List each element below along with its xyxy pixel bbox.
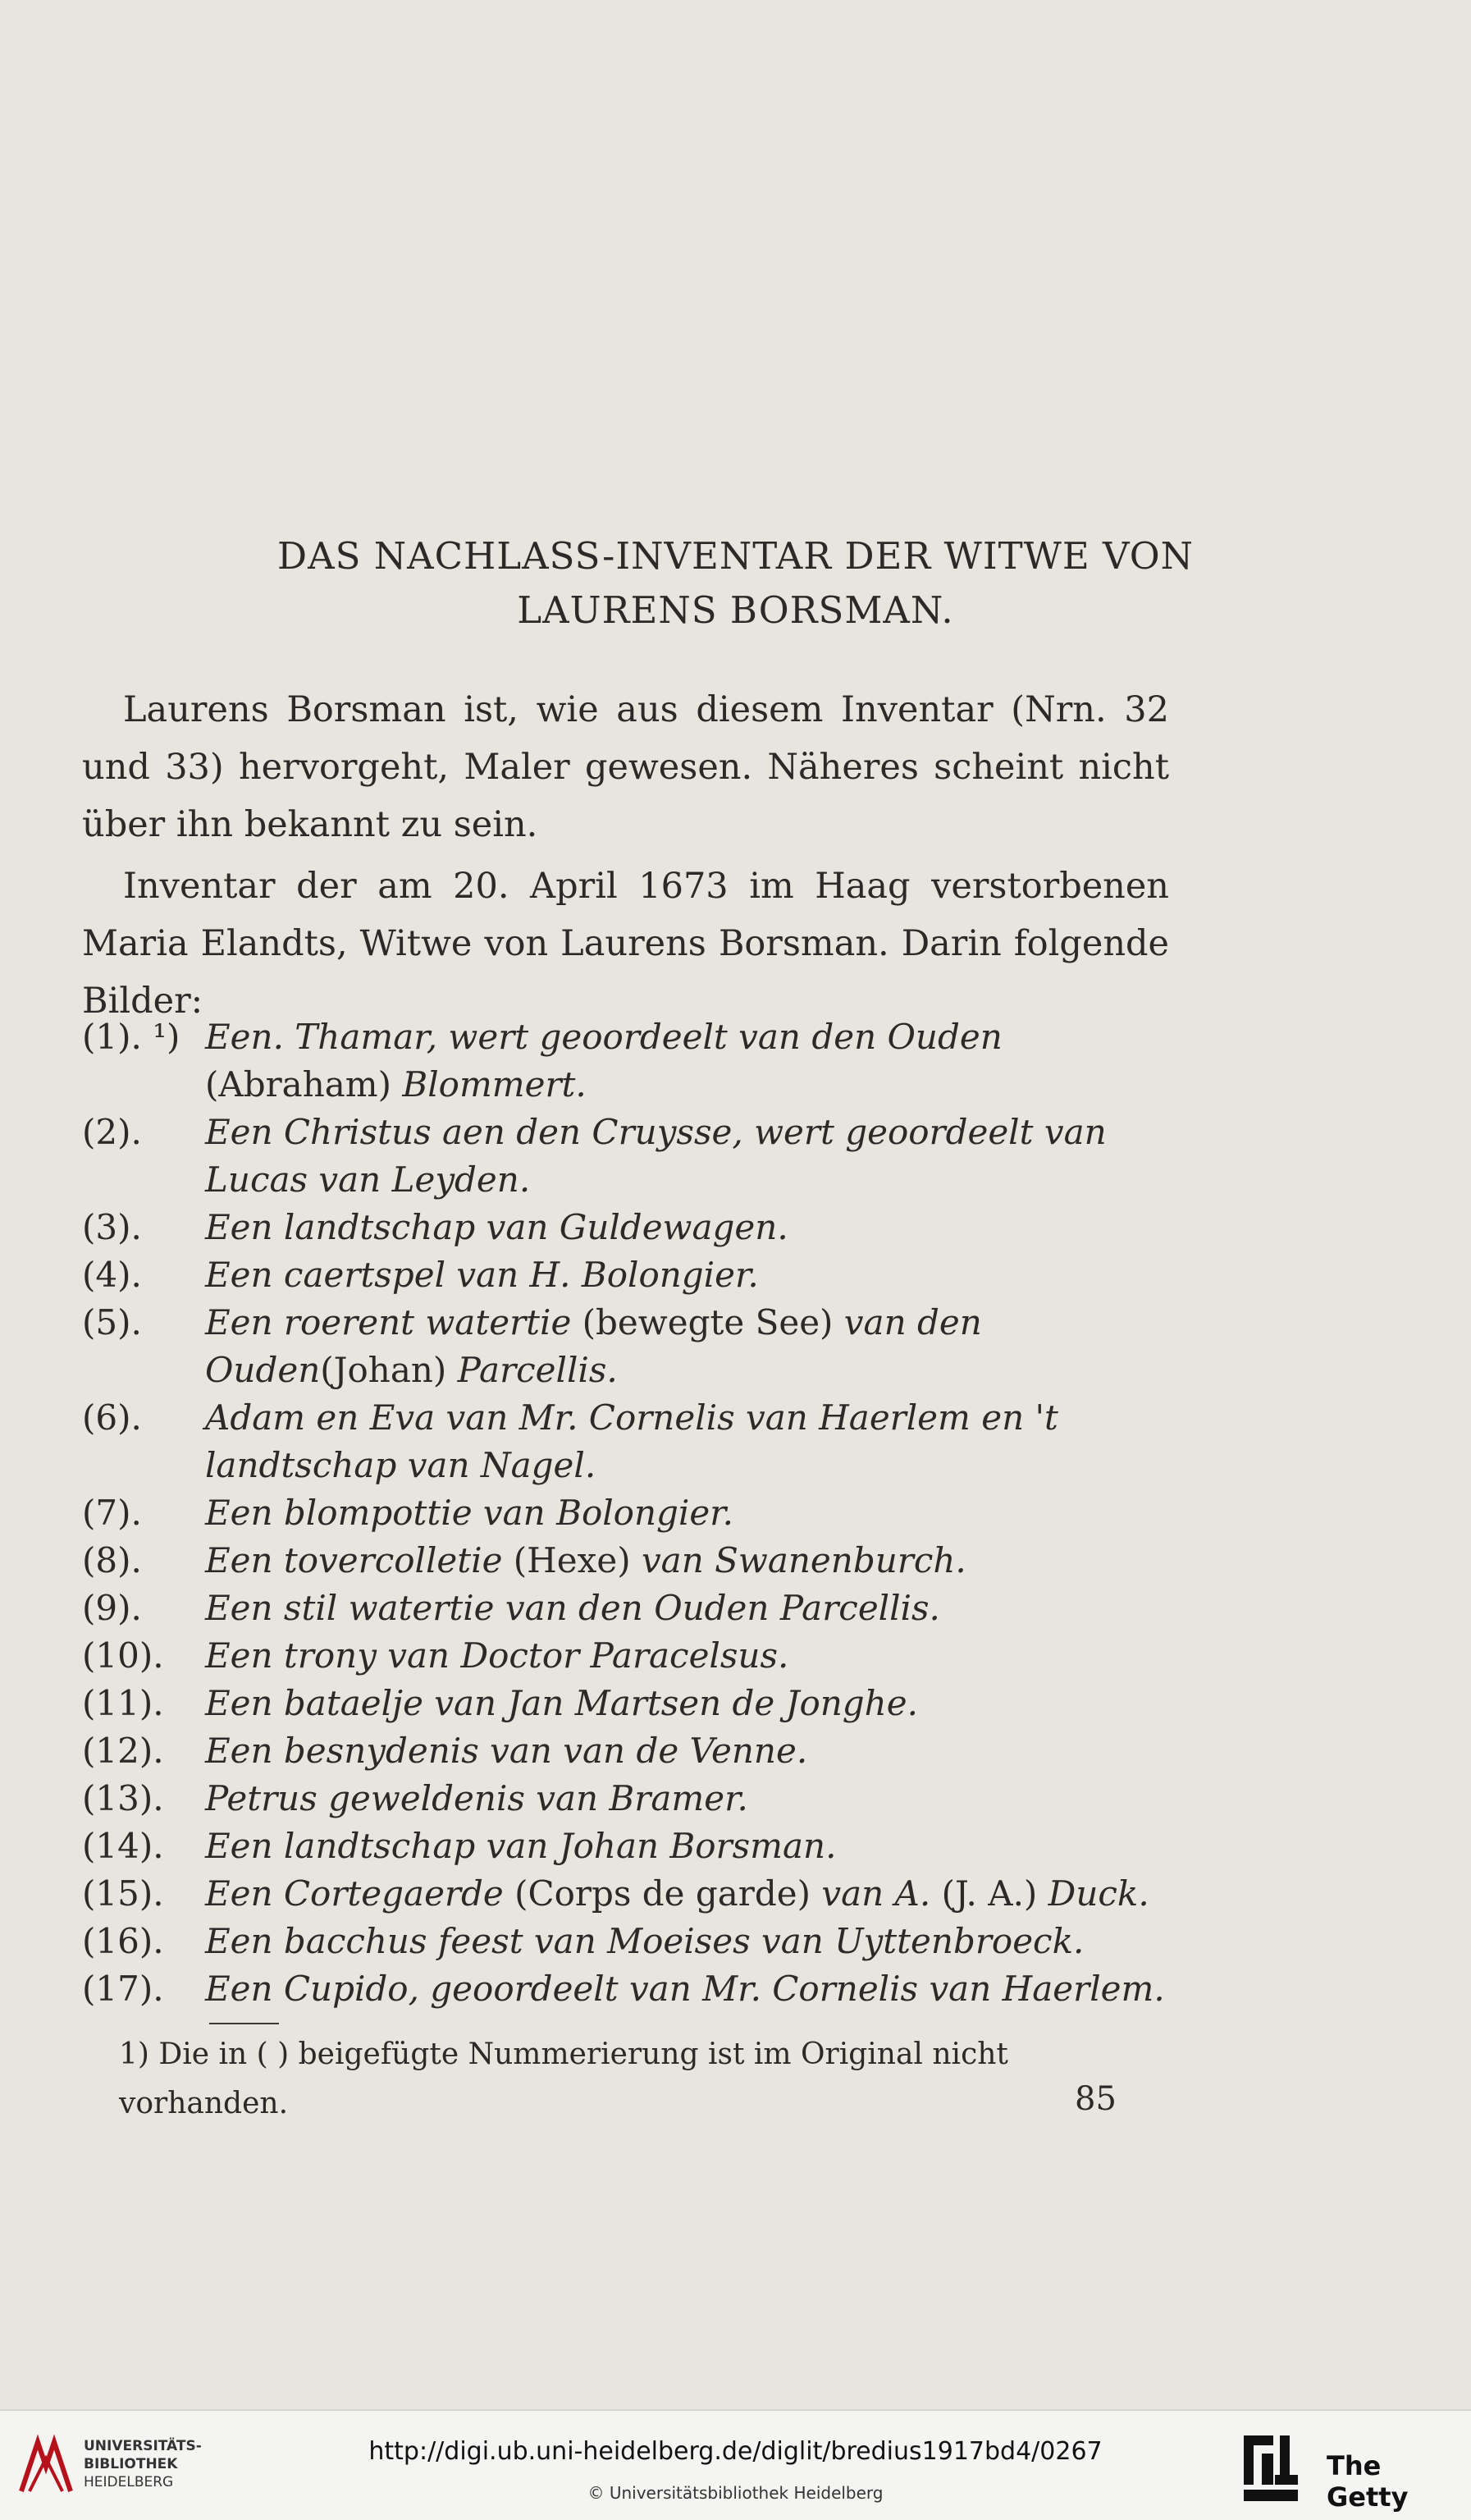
inventory-item (82, 1823, 1169, 1870)
item-text-part: van Swanenburch. (641, 1540, 966, 1580)
item-number: (11). (82, 1683, 164, 1723)
item-text-part: Een Cupido, geoordeelt van Mr. Cornelis van Haerlem. (205, 1969, 1165, 2009)
item-text-part: Een landtschap van Guldewagen. (205, 1207, 788, 1247)
inventory-item (82, 1394, 1169, 1489)
item-text-part: Petrus geweldenis van Bramer. (205, 1778, 748, 1818)
item-text (205, 1299, 1169, 1394)
copyright-notice: © Universitätsbibliothek Heidelberg (587, 2483, 884, 2503)
document-url-link[interactable]: http://digi.ub.uni-heidelberg.de/diglit/bredius1917bd4/0267 (368, 2437, 1103, 2466)
item-number: (4). (82, 1255, 142, 1295)
item-text-part: Duck. (1048, 1873, 1149, 1914)
page-title (0, 529, 1471, 638)
inventory-item (82, 1299, 1169, 1394)
item-text-part: Een Cortegaerde (205, 1873, 504, 1914)
inventory-item (82, 1632, 1169, 1680)
item-text-part: Een besnydenis van van de Venne. (205, 1731, 808, 1771)
item-text (205, 1680, 1169, 1727)
inventory-item (82, 1489, 1169, 1537)
item-text (205, 1013, 1169, 1109)
item-text (205, 1965, 1169, 2013)
item-text (205, 1489, 1169, 1537)
item-number: (12). (82, 1731, 164, 1771)
item-text-part: (J. A.) (930, 1873, 1048, 1914)
item-text (205, 1823, 1169, 1870)
item-text-part: Een Christus aen den Cruysse, wert geoordeelt van Lucas van Leyden. (205, 1112, 1107, 1200)
inventory-item (82, 1013, 1169, 1109)
item-text (205, 1632, 1169, 1680)
item-text-part: (Corps de garde) (503, 1873, 822, 1914)
item-text (205, 1394, 1169, 1489)
item-text-part: van den Ouden (205, 1302, 982, 1390)
item-text (205, 1775, 1169, 1823)
item-number: (3). (82, 1207, 142, 1247)
item-number: (14). (82, 1826, 164, 1866)
page-number: 85 (1075, 2080, 1117, 2118)
item-text (205, 1109, 1169, 1204)
item-text (205, 1585, 1169, 1632)
item-number: (13). (82, 1778, 164, 1818)
item-text-part: Een. Thamar, wert geoordeelt van den Ouden (205, 1017, 1003, 1057)
intro-text-1: Laurens Borsman ist, wie aus diesem Inventar (Nrn. 32 und 33) hervorgeht, Maler gewesen. Näheres scheint nicht über ihn bekannt zu sein. (82, 689, 1169, 845)
item-number: (8). (82, 1540, 142, 1580)
inventory-item (82, 1585, 1169, 1632)
item-text-part: Een blompottie van Bolongier. (205, 1493, 733, 1533)
footnote: 1) Die in ( ) beigefügte Nummerierung ist im Original nicht vorhanden. (119, 2037, 1008, 2120)
inventory-item (82, 1109, 1169, 1204)
intro-paragraph-2 (82, 858, 1169, 1030)
inventory-item (82, 1918, 1169, 1965)
item-number: (17). (82, 1969, 164, 2009)
item-number: (5). (82, 1302, 142, 1342)
footnote-rule (209, 2023, 279, 2024)
title-line-2: LAURENS BORSMAN. (517, 588, 954, 632)
item-text-part: Een trony van Doctor Paracelsus. (205, 1635, 789, 1676)
item-text-part: Een stil watertie van den Ouden Parcellis. (205, 1588, 940, 1628)
item-text-part: Adam en Eva van Mr. Cornelis van Haerlem en 't landtschap van Nagel. (205, 1397, 1058, 1485)
item-text-part: (Abraham) (205, 1064, 403, 1105)
getty-logo-icon (1237, 2429, 1303, 2507)
inventory-item (82, 1727, 1169, 1775)
intro-text-2: Inventar der am 20. April 1673 im Haag verstorbenen Maria Elandts, Witwe von Laurens Borsman. Darin folgende Bilder: (82, 866, 1169, 1022)
viewer-footer (0, 2409, 1471, 2520)
item-text (205, 1204, 1169, 1251)
item-text (205, 1537, 1169, 1585)
item-text-part: Parcellis. (457, 1350, 618, 1390)
item-text (205, 1727, 1169, 1775)
item-number: (2). (82, 1112, 142, 1152)
item-text-part: Een caertspel van H. Bolongier. (205, 1255, 759, 1295)
inventory-list (82, 1013, 1169, 2013)
inventory-item (82, 1775, 1169, 1823)
university-library-name: UNIVERSITÄTS- BIBLIOTHEK HEIDELBERG (84, 2438, 202, 2490)
inventory-item (82, 1965, 1169, 2013)
item-text-part: (Johan) (320, 1350, 458, 1390)
item-number: (15). (82, 1873, 164, 1914)
inventory-item (82, 1204, 1169, 1251)
item-number: (16). (82, 1921, 164, 1961)
intro-paragraph-1 (82, 681, 1169, 853)
item-text-part: Een bacchus feest van Moeises van Uyttenbroeck. (205, 1921, 1085, 1961)
item-text (205, 1251, 1169, 1299)
item-number: (1). ¹) (82, 1017, 180, 1057)
inventory-item (82, 1251, 1169, 1299)
item-text-part: van A. (821, 1873, 931, 1914)
item-text-part: (Hexe) (502, 1540, 642, 1580)
item-text-part: Een bataelje van Jan Martsen de Jonghe. (205, 1683, 918, 1723)
sponsor-name: The Getty (1327, 2450, 1409, 2513)
item-text (205, 1918, 1169, 1965)
item-text-part: Blommert. (402, 1064, 587, 1105)
title-line-1: DAS NACHLASS-INVENTAR DER WITWE VON (277, 534, 1194, 578)
item-number: (9). (82, 1588, 142, 1628)
item-text-part: (bewegte See) (571, 1302, 844, 1342)
inventory-item (82, 1870, 1169, 1918)
item-number: (10). (82, 1635, 164, 1676)
item-text-part: Een tovercolletie (205, 1540, 503, 1580)
item-text-part: Een landtschap van Johan Borsman. (205, 1826, 837, 1866)
item-number: (6). (82, 1397, 142, 1438)
item-text (205, 1870, 1169, 1918)
item-number: (7). (82, 1493, 142, 1533)
item-text-part: Een roerent watertie (205, 1302, 572, 1342)
inventory-item (82, 1680, 1169, 1727)
inventory-item (82, 1537, 1169, 1585)
